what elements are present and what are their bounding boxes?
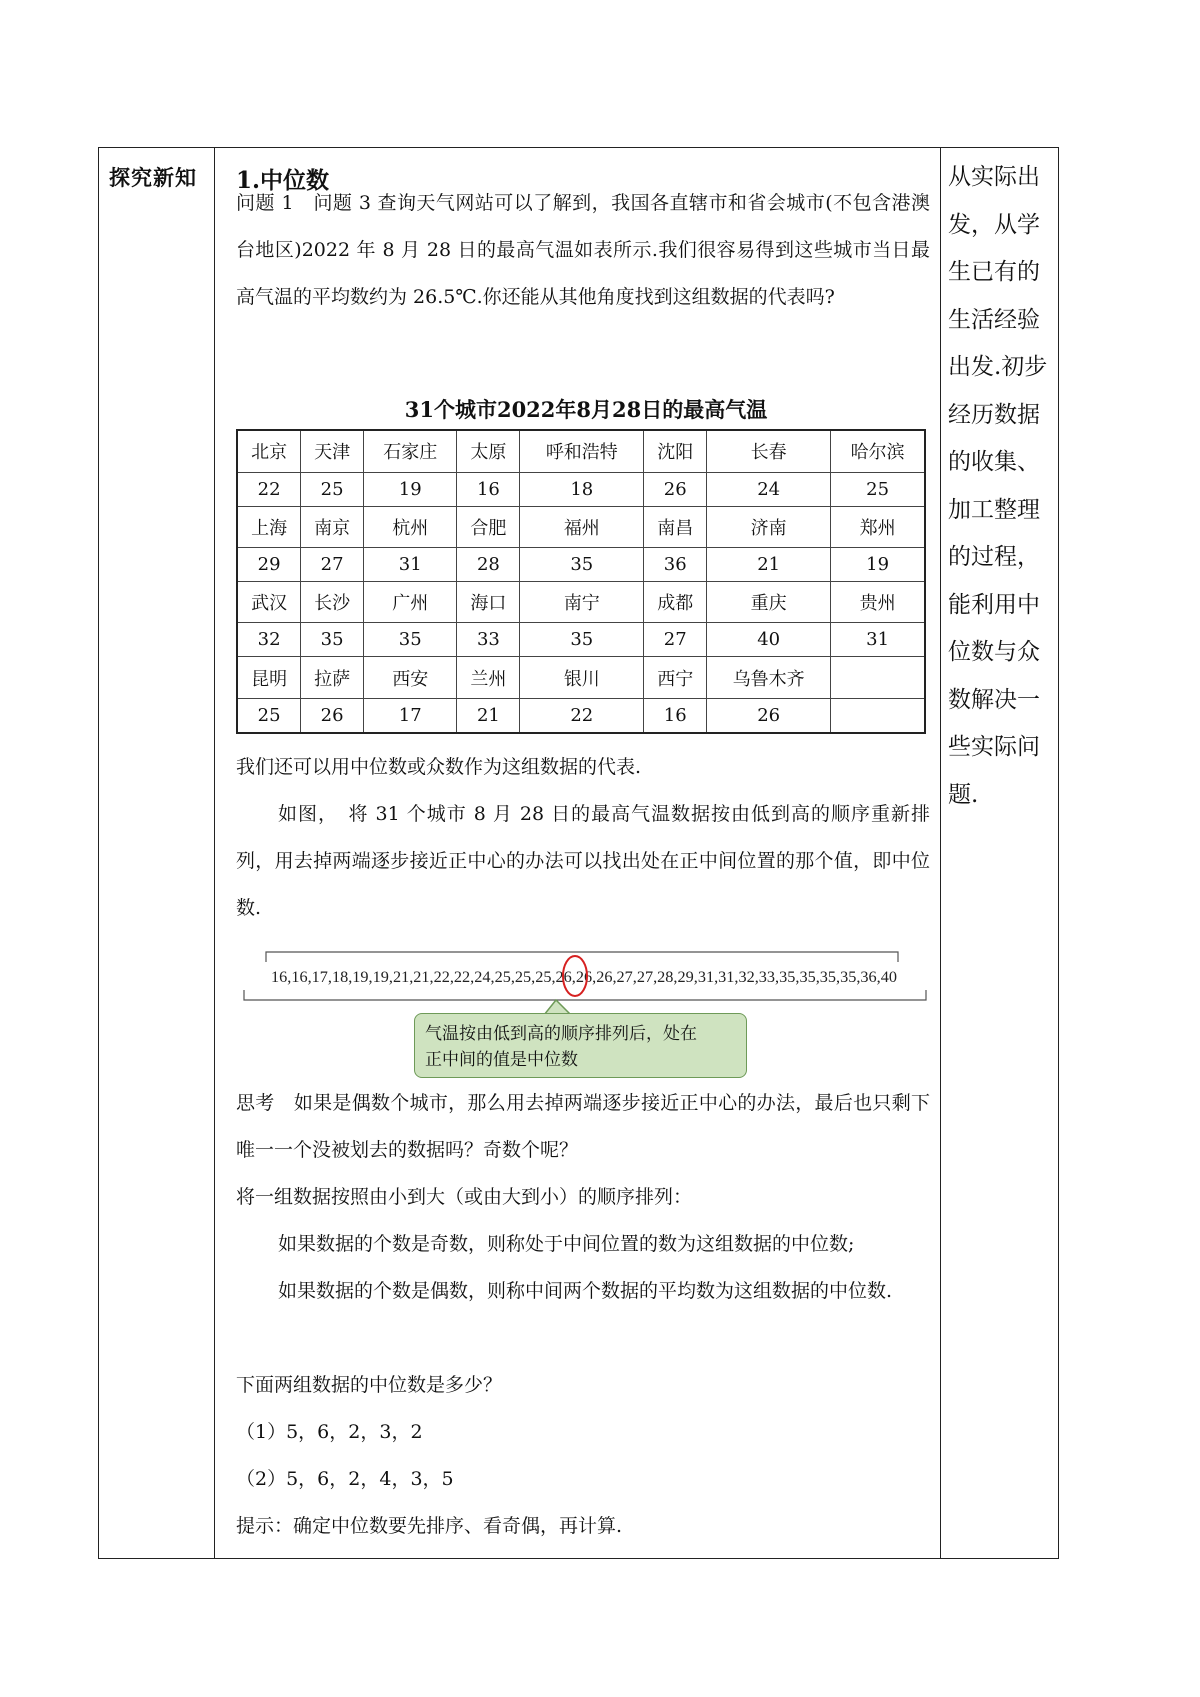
temp-cell: 25 [301,472,364,506]
table-row-cities [237,506,925,548]
temp-cell: 31 [831,623,925,657]
temp-cell: 27 [644,623,707,657]
sorted-values-text: 16,16,17,18,19,19,21,21,22,22,24,25,25,25,26,26,26,27,27,28,29,31,31,32,33,35,35,35,35,36,40 [271,969,897,986]
temp-cell: 17 [364,698,457,733]
temp-cell: 24 [707,472,831,506]
table-row-temps [237,623,925,657]
city-cell: 武汉 [237,581,301,623]
callout-line-2: 正中间的值是中位数 [425,1050,578,1070]
temperature-table [236,429,926,734]
temp-cell: 35 [301,623,364,657]
city-cell: 合肥 [457,506,520,548]
city-cell: 西宁 [644,657,707,699]
temp-cell: 36 [644,548,707,582]
city-cell: 广州 [364,581,457,623]
temp-cell: 19 [831,548,925,582]
rule-intro: 将一组数据按照由小到大（或由大到小）的顺序排列： [236,1186,693,1208]
city-cell: 福州 [520,506,644,548]
city-cell: 杭州 [364,506,457,548]
city-cell: 成都 [644,581,707,623]
temp-cell: 35 [520,548,644,582]
figure-paragraph: 如图， 将 31 个城市 8 月 28 日的最高气温数据按由低到高的顺序重新排列，用去掉两端逐步接近正中心的办法可以找出处在正中间位置的那个值，即中位数. [236,803,930,919]
city-cell: 兰州 [457,657,520,699]
temp-cell: 21 [457,698,520,733]
city-cell: 济南 [707,506,831,548]
think-paragraph: 思考 如果是偶数个城市，那么用去掉两端逐步接近正中心的办法，最后也只剩下唯一一个没被划去的数据吗？奇数个呢？ [236,1092,930,1161]
temp-cell: 22 [520,698,644,733]
temp-cell: 26 [707,698,831,733]
exercise-2: （2）5，6，2，4，3，5 [236,1468,454,1490]
median-callout [414,1013,747,1078]
table-row-temps [237,698,925,733]
temp-cell: 16 [457,472,520,506]
temp-cell: 28 [457,548,520,582]
city-cell: 昆明 [237,657,301,699]
temp-cell: 31 [364,548,457,582]
temp-cell: 26 [644,472,707,506]
temp-cell [831,698,925,733]
table-row-cities [237,430,925,472]
city-cell: 南昌 [644,506,707,548]
temp-cell: 21 [707,548,831,582]
city-cell: 南京 [301,506,364,548]
temp-cell: 32 [237,623,301,657]
city-cell: 拉萨 [301,657,364,699]
representative-paragraph: 我们还可以用中位数或众数作为这组数据的代表. [236,756,642,778]
city-cell: 沈阳 [644,430,707,472]
city-cell: 重庆 [707,581,831,623]
temp-cell: 16 [644,698,707,733]
exercise-prompt: 下面两组数据的中位数是多少？ [236,1374,503,1396]
temp-cell: 19 [364,472,457,506]
city-cell: 石家庄 [364,430,457,472]
table-row-temps [237,548,925,582]
section-label: 探究新知 [109,165,197,190]
temp-cell: 35 [364,623,457,657]
temp-cell: 33 [457,623,520,657]
city-cell: 海口 [457,581,520,623]
city-cell: 北京 [237,430,301,472]
city-cell: 郑州 [831,506,925,548]
exercise-1: （1）5，6，2，3，2 [236,1421,423,1443]
rule-odd: 如果数据的个数是奇数，则称处于中间位置的数为这组数据的中位数; [278,1233,855,1255]
temp-cell: 29 [237,548,301,582]
city-cell: 长沙 [301,581,364,623]
city-cell: 贵州 [831,581,925,623]
city-cell: 太原 [457,430,520,472]
rule-even: 如果数据的个数是偶数，则称中间两个数据的平均数为这组数据的中位数. [278,1280,893,1302]
table-row-cities [237,657,925,699]
city-cell: 天津 [301,430,364,472]
city-cell: 南宁 [520,581,644,623]
design-note: 从实际出发，从学生已有的生活经验出发.初步经历数据的收集、加工整理的过程，能利用中位数与众数解决一些实际问题. [948,164,1048,808]
table-row-temps [237,472,925,506]
lesson-table [98,147,1059,1559]
temp-cell: 25 [237,698,301,733]
callout-line-1: 气温按由低到高的顺序排列后，处在 [425,1024,697,1044]
outer-bracket [244,990,926,1000]
question-paragraph: 问题 1 问题 3 查询天气网站可以了解到，我国各直辖市和省会城市(不包含港澳台地区)2022 年 8 月 28 日的最高气温如表所示.我们很容易得到这些城市当日最高气温的平均数约为 26.5℃.你还能从其他角度找到这组数据的代表吗? [236,192,930,308]
city-cell: 长春 [707,430,831,472]
temp-cell: 35 [520,623,644,657]
column-divider [214,148,215,1558]
temp-cell: 27 [301,548,364,582]
section-heading: 1.中位数 [236,167,330,194]
temp-cell: 40 [707,623,831,657]
table-row-cities [237,581,925,623]
hint-paragraph: 提示：确定中位数要先排序、看奇偶，再计算. [236,1515,623,1537]
city-cell: 上海 [237,506,301,548]
column-divider [940,148,941,1558]
city-cell: 呼和浩特 [520,430,644,472]
city-cell: 哈尔滨 [831,430,925,472]
table-title: 31个城市2022年8月28日的最高气温 [404,397,768,422]
temp-cell: 26 [301,698,364,733]
city-cell: 银川 [520,657,644,699]
city-cell: 西安 [364,657,457,699]
temp-cell: 18 [520,472,644,506]
city-cell: 乌鲁木齐 [707,657,831,699]
city-cell [831,657,925,699]
temp-cell: 25 [831,472,925,506]
temp-cell: 22 [237,472,301,506]
